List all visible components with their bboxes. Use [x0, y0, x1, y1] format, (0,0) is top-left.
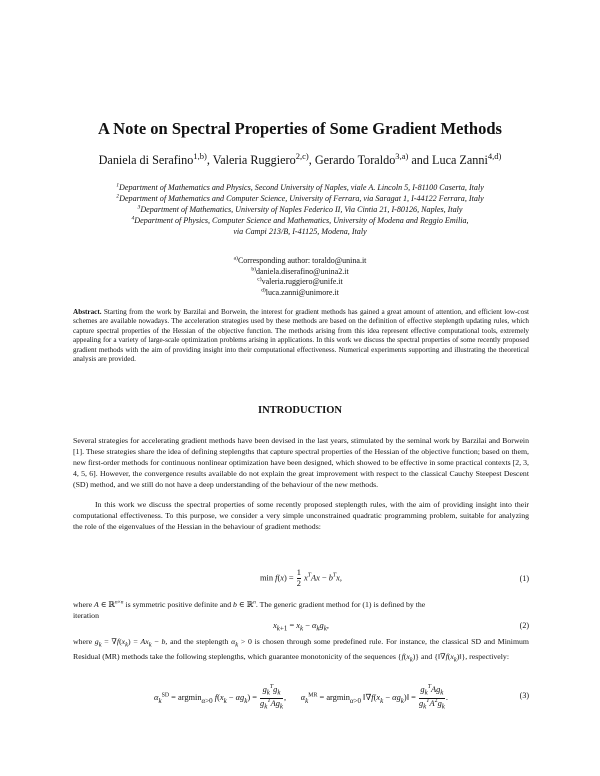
author-sup: 4,d) — [487, 150, 502, 161]
email[interactable]: $^{b)}$daniela.diserafino@unina2.it — [251, 265, 349, 276]
paper-title: A Note on Spectral Properties of Some Gradient Methods — [98, 119, 502, 138]
equation-number: (2) — [519, 621, 529, 630]
equation-body: min f(x) = $\frac{1}{2}$ $x^TAx - b^Tx$, — [260, 568, 342, 588]
equation-3 — [73, 685, 529, 711]
author-sup: 3,a) — [395, 150, 409, 161]
abstract-label: Abstract. — [73, 308, 102, 316]
affiliation-list — [40, 183, 560, 238]
email-list — [0, 256, 600, 298]
author-name: Valeria Ruggiero — [212, 153, 296, 167]
affiliation: via Campi 213/B, I-41125, Modena, Italy — [233, 226, 367, 236]
fraction: $\frac{g_k^Tg_k}{g_k^TAg_k}$ — [260, 684, 284, 711]
email[interactable]: $^{a)}$Corresponding author: toraldo@unina.it — [233, 255, 367, 265]
paragraph: Several strategies for accelerating gradient methods have been devised in the last years, stimulated by the seminal work by Barzilai and Borwein [1]. These strategies share the idea of defining steplengths that capture spectral properties of the Hessian of the objective function; based on them, new first-order methods for continuous nonlinear optimization have been designed, which showed to be effective in some practical contexts [2, 3, 4, 5, 6]. However, the convergence results available do not explain the great improvement with respect to the classical Cauchy Steepest Descent (SD) method, and we still do not have a deep understanding of the behaviour of the new methods. — [73, 436, 529, 489]
author-name: Gerardo Toraldo — [314, 153, 396, 167]
equation-number: (3) — [519, 691, 529, 700]
equation-body: $x_{k+1} = x_k - \alpha_kg_k$, — [273, 621, 329, 633]
fraction: $\frac{1}{2}$ — [296, 568, 301, 588]
equation-body: $\alpha_k^{SD} = argmin_{\alpha>0}$ $f(x_k - \alpha g_k)$ = $\frac{g_k^Tg_k}{g_k^TAg_k}$ , $\alpha_k^{MR} = argmin_{\alpha>0}$ $‖\nabla f(x_k$ − $\alpha g_k)‖$ = $\frac{g_k^TAg_k}{g_k^TA^2g_k}$ . — [154, 684, 448, 711]
equation-1 — [73, 568, 529, 592]
abstract-text: Starting from the work by Barzilai and Borwein, the interest for gradient methods has gained a great amount of attention, and efficient low-cost schemes are available nowadays. The acceleration strategies used by these methods are based on the definition of effective steplength updating rules, which capture spectral properties of the Hessian of the objective function. The methods arising from this idea represent effective computational tools, extremely appealing for a variety of large-scale optimization problems arising in applications. In this work we discuss the spectral properties of some recently proposed gradient methods with the aim of providing insight into their computational effectiveness. Numerical experiments supporting and illustrating the theoretical analysis are provided. — [73, 308, 529, 364]
affiliation: $^3$Department of Mathematics, University of Naples Federico II, Via Cintia 21, I-80126, Naples, Italy — [137, 204, 463, 214]
text-line: where $g_k = \nabla f(x_k) = Ax_k - b$, and the steplength $\alpha_k > 0$ is chosen through some predefined rule. For instance, the classical SD and Minimum Residual (MR) methods take the following steplengths, which guarantee monotonicity of the sequences $\{f(x_k)\}$ and $\{‖\nabla f(x_k)‖\}$, respectively: — [73, 637, 529, 664]
author-name: Luca Zanni — [432, 153, 488, 167]
paragraph: In this work we discuss the spectral properties of some recently proposed steplength rules, with the aim of providing insight into their computational effectiveness. To this purpose, we consider a very simple unconstrained quadratic programming problem, suitable for analyzing the role of the eigenvalues of the Hessian in the behaviour of gradient methods: — [73, 500, 529, 531]
author-name: Daniela di Serafino — [98, 153, 194, 167]
section-heading: INTRODUCTION — [257, 405, 342, 416]
text-line: where A ∈ ℝ$^{n\times n}$ is symmetric positive definite and b ∈ ℝ$^n$. The generic gradient method for (1) is defined by the iteration — [73, 599, 426, 620]
affiliation: $^4$Department of Physics, Computer Science and Mathematics, University of Modena and Reggio Emilia, — [131, 215, 469, 225]
abstract — [73, 308, 529, 365]
equation-number: (1) — [519, 574, 529, 583]
fraction: $\frac{g_k^TAg_k}{g_k^TA^2g_k}$ — [418, 684, 445, 711]
author-list: Daniela di Serafino$^{1,b)}$, Valeria Ruggiero$^{2,c)}$, Gerardo Toraldo$^{3,a)}$ and Luca Zanni$^{4,d)}$ — [98, 150, 502, 167]
affiliation: $^2$Department of Mathematics and Computer Science, University of Ferrara, via Saragat 1, I-44122 Ferrara, Italy — [116, 193, 484, 203]
affiliation: $^1$Department of Mathematics and Physics, Second University of Naples, viale A. Lincoln 5, I-81100 Caserta, Italy — [116, 182, 484, 192]
author-sup: 2,c) — [295, 150, 309, 161]
author-sup: 1,b) — [193, 150, 207, 161]
email[interactable]: $^{d)}$luca.zanni@unimore.it — [261, 287, 339, 297]
email[interactable]: $^{c)}$valeria.ruggiero@unife.it — [257, 276, 343, 287]
